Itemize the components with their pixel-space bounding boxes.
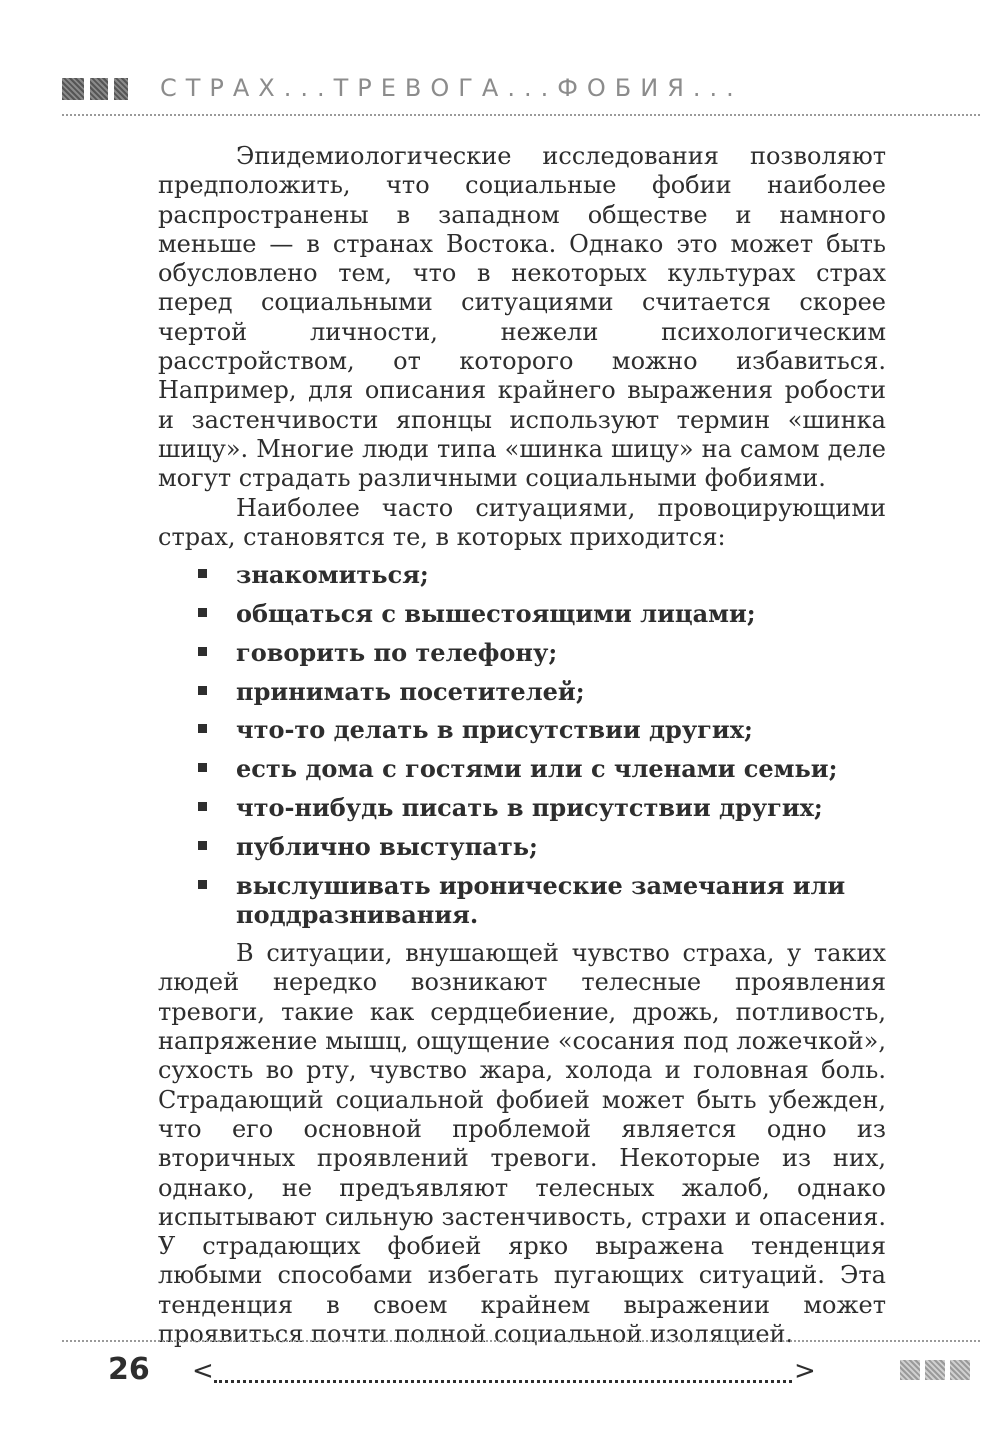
list-item-text: принимать посетителей; [236,676,585,706]
page-number: 26 [108,1352,150,1387]
footer-ornament [900,1360,970,1380]
list-item [158,871,886,930]
header-ornament-block [90,78,108,100]
running-header-title: СТРАХ...ТРЕВОГА...ФОБИЯ... [160,74,743,102]
list-item [158,560,886,589]
header-ornament-block [62,78,84,100]
list-item-text: выслушивать иронические замечания или поддразнивания. [236,870,846,929]
header-divider [62,114,980,116]
situations-list [158,560,886,929]
list-item-text: что-нибудь писать в присутствии других; [236,792,823,822]
list-item-text: публично выступать; [236,831,538,861]
footer-divider [62,1340,980,1342]
footer-right-bracket: > [794,1356,816,1386]
list-item [158,832,886,861]
bullet-square-icon [198,880,207,889]
bullet-square-icon [198,763,207,772]
list-item [158,677,886,706]
bullet-square-icon [198,608,207,617]
footer-ornament-block [950,1360,970,1380]
list-item [158,793,886,822]
bullet-square-icon [198,647,207,656]
bullet-square-icon [198,686,207,695]
body-paragraph: Наиболее часто ситуациями, провоцирующими страх, становятся те, в которых приходится: [158,493,886,551]
bullet-square-icon [198,802,207,811]
footer-ornament-block [925,1360,945,1380]
header-ornament [62,78,128,100]
list-item-text: что-то делать в присутствии других; [236,715,753,745]
footer-left-bracket: < [192,1356,214,1386]
bullet-square-icon [198,841,207,850]
footer-dotted-line [214,1380,792,1383]
header-ornament-block [114,78,128,100]
running-header [62,70,980,112]
list-item-text: есть дома с гостями или с членами семьи; [236,754,838,784]
list-item [158,754,886,783]
list-item-text: знакомиться; [236,560,429,590]
bullet-square-icon [198,569,207,578]
list-item [158,638,886,667]
list-item-text: общаться с вышестоящими лицами; [236,598,756,628]
list-item [158,715,886,744]
body-paragraph: Эпидемиологические исследования позволяют предположить, что социальные фобии наиболее распространены в западном обществе и намного меньше — в странах Востока. Однако это может быть обусловлено тем, что в некоторых культурах страх перед социальными ситуациями считается скорее чертой личности, нежели психологическим расстройством, от которого можно избавиться. Например, для описания крайнего выражения робости и застенчивости японцы используют термин «шинка шицу». Многие люди типа «шинка шицу» на самом деле могут страдать различными социальными фобиями. [158,142,886,493]
page-body [158,142,886,1349]
list-item [158,599,886,628]
bullet-square-icon [198,724,207,733]
body-paragraph: В ситуации, внушающей чувство страха, у таких людей нередко возникают телесные проявления тревоги, такие как сердцебиение, дрожь, потливость, напряжение мышц, ощущение «сосания под ложечкой», сухость во рту, чувство жара, холода и головная боль. Страдающий социальной фобией может быть убежден, что его основной проблемой является одно из вторичных проявлений тревоги. Некоторые из них, однако, не предъявляют телесных жалоб, однако испытывают сильную застенчивость, страхи и опасения. У страдающих фобией ярко выражена тенденция любыми способами избегать пугающих ситуаций. Эта тенденция в своем крайнем выражении может проявиться почти полной социальной изоляцией. [158,939,886,1348]
footer-ornament-block [900,1360,920,1380]
list-item-text: говорить по телефону; [236,637,558,667]
